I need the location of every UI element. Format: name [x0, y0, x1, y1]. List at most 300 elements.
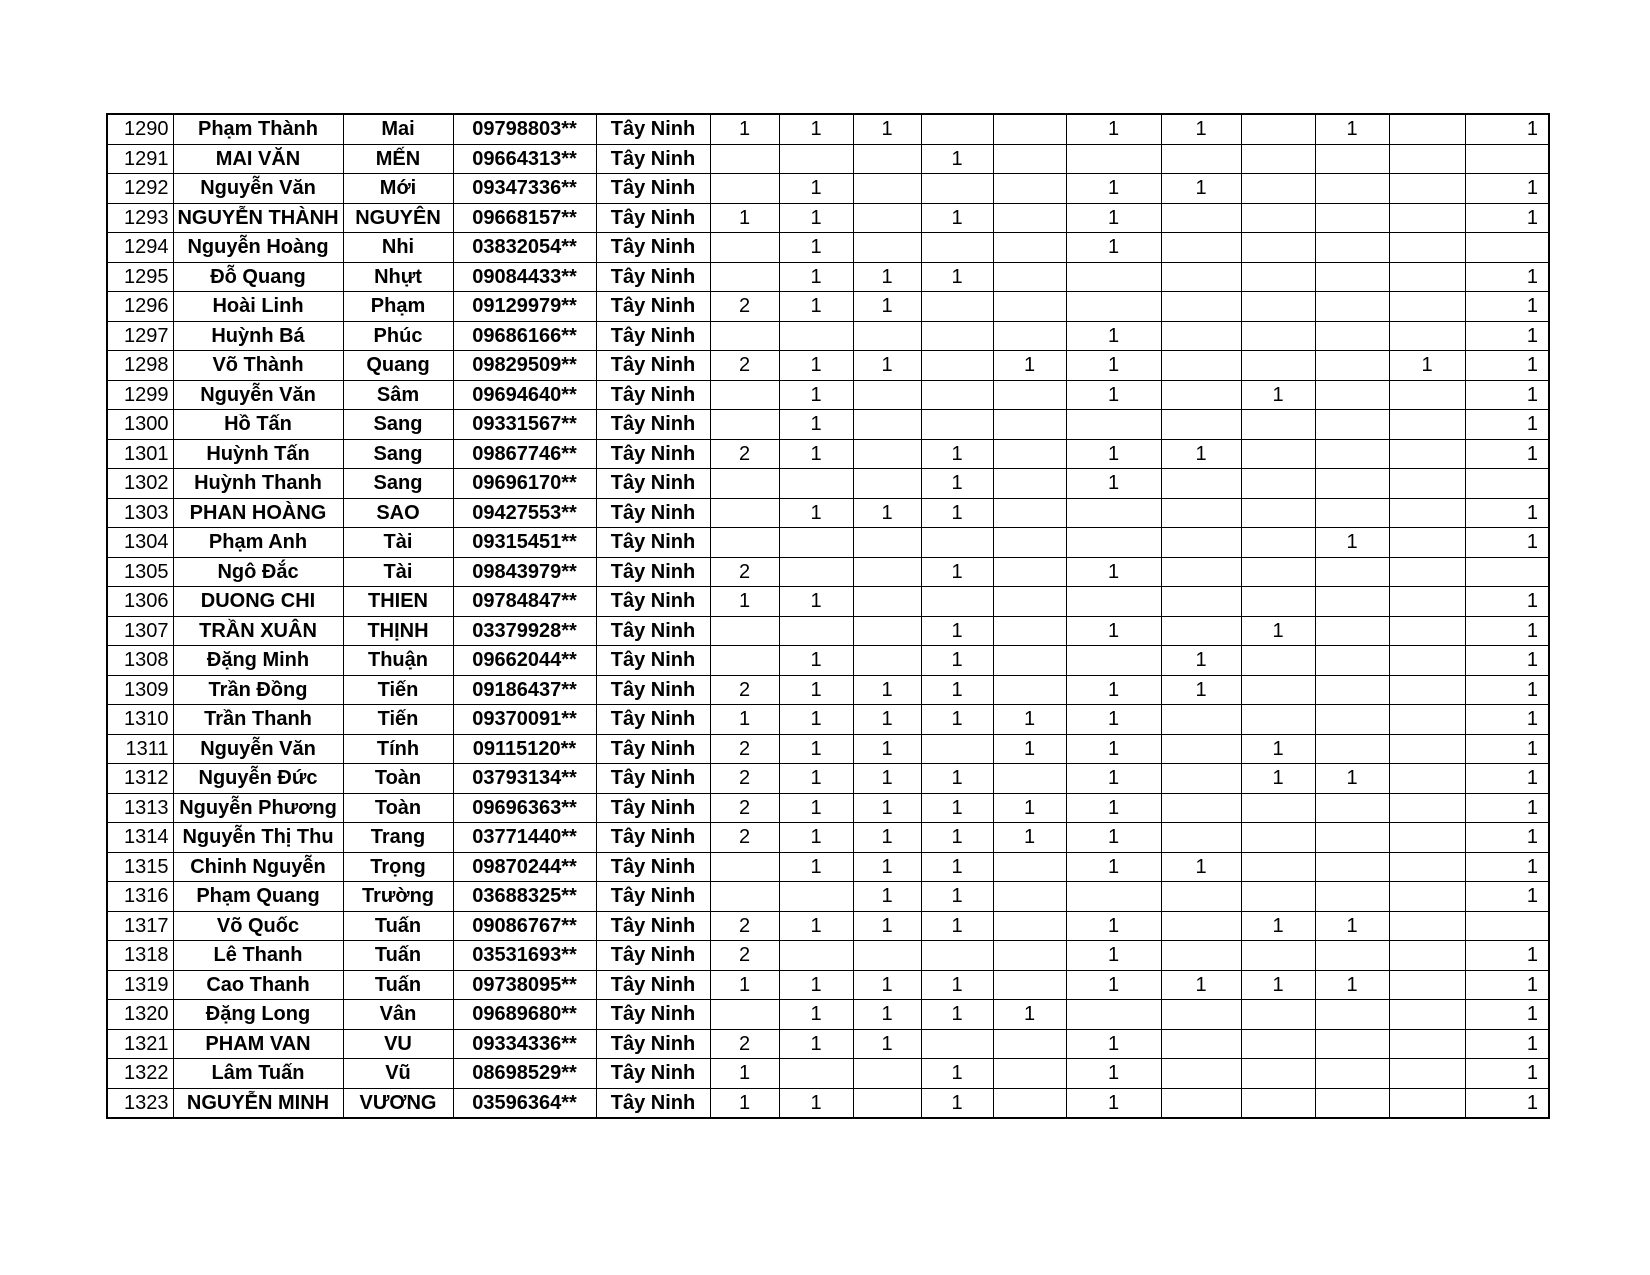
count-cell — [1389, 616, 1465, 646]
count-cell: 1 — [1066, 439, 1161, 469]
count-cell: 2 — [710, 911, 779, 941]
count-cell: 1 — [993, 351, 1066, 381]
count-cell: 1 — [1241, 970, 1315, 1000]
count-cell: 1 — [1465, 528, 1549, 558]
row-number-cell: 1302 — [107, 469, 173, 499]
count-cell — [993, 439, 1066, 469]
count-cell — [1161, 144, 1241, 174]
count-cell — [1389, 734, 1465, 764]
count-cell — [993, 380, 1066, 410]
count-cell — [1161, 941, 1241, 971]
row-number-cell: 1311 — [107, 734, 173, 764]
table-row — [107, 321, 1549, 351]
row-number-cell: 1290 — [107, 114, 173, 144]
count-cell: 1 — [1066, 941, 1161, 971]
count-cell — [1066, 262, 1161, 292]
province-cell: Tây Ninh — [596, 233, 710, 263]
count-cell — [779, 469, 853, 499]
count-cell: 1 — [1161, 646, 1241, 676]
province-cell: Tây Ninh — [596, 882, 710, 912]
count-cell: 1 — [779, 675, 853, 705]
phone-cell: 09334336** — [453, 1029, 596, 1059]
count-cell — [779, 1059, 853, 1089]
province-cell: Tây Ninh — [596, 203, 710, 233]
province-cell: Tây Ninh — [596, 1088, 710, 1118]
count-cell — [1389, 1000, 1465, 1030]
count-cell — [853, 587, 921, 617]
count-cell — [1315, 587, 1389, 617]
count-cell: 2 — [710, 941, 779, 971]
last-name-cell: Tài — [343, 557, 453, 587]
count-cell: 1 — [779, 823, 853, 853]
count-cell — [1066, 646, 1161, 676]
count-cell — [853, 646, 921, 676]
count-cell: 1 — [710, 970, 779, 1000]
count-cell — [1161, 410, 1241, 440]
count-cell: 1 — [1161, 114, 1241, 144]
count-cell — [921, 380, 993, 410]
count-cell: 2 — [710, 292, 779, 322]
first-name-cell: Nguyễn Thị Thu — [173, 823, 343, 853]
table-row — [107, 941, 1549, 971]
count-cell — [1389, 646, 1465, 676]
count-cell — [1161, 911, 1241, 941]
count-cell — [1161, 1000, 1241, 1030]
count-cell — [1066, 528, 1161, 558]
count-cell — [1161, 764, 1241, 794]
count-cell — [993, 587, 1066, 617]
row-number-cell: 1317 — [107, 911, 173, 941]
phone-cell: 09664313** — [453, 144, 596, 174]
first-name-cell: Huỳnh Bá — [173, 321, 343, 351]
count-cell: 1 — [779, 705, 853, 735]
first-name-cell: Hoài Linh — [173, 292, 343, 322]
row-number-cell: 1297 — [107, 321, 173, 351]
count-cell: 2 — [710, 439, 779, 469]
first-name-cell: Hồ Tấn — [173, 410, 343, 440]
last-name-cell: Sang — [343, 469, 453, 499]
count-cell: 1 — [1066, 793, 1161, 823]
count-cell — [1066, 1000, 1161, 1030]
phone-cell: 09668157** — [453, 203, 596, 233]
count-cell — [710, 410, 779, 440]
table-row — [107, 174, 1549, 204]
count-cell — [1315, 380, 1389, 410]
count-cell — [1315, 557, 1389, 587]
last-name-cell: Toàn — [343, 793, 453, 823]
row-number-cell: 1298 — [107, 351, 173, 381]
count-cell — [1241, 1059, 1315, 1089]
row-number-cell: 1320 — [107, 1000, 173, 1030]
last-name-cell: NGUYÊN — [343, 203, 453, 233]
table-body — [107, 114, 1549, 1118]
last-name-cell: Nhựt — [343, 262, 453, 292]
count-cell — [710, 469, 779, 499]
phone-cell: 09784847** — [453, 587, 596, 617]
count-cell: 1 — [1389, 351, 1465, 381]
count-cell — [993, 410, 1066, 440]
count-cell — [1315, 646, 1389, 676]
phone-cell: 09129979** — [453, 292, 596, 322]
first-name-cell: Đặng Minh — [173, 646, 343, 676]
phone-cell: 09798803** — [453, 114, 596, 144]
table-row — [107, 1000, 1549, 1030]
count-cell: 1 — [710, 705, 779, 735]
count-cell: 1 — [1465, 970, 1549, 1000]
count-cell — [1389, 262, 1465, 292]
count-cell: 1 — [1465, 823, 1549, 853]
count-cell — [710, 528, 779, 558]
count-cell — [1066, 410, 1161, 440]
province-cell: Tây Ninh — [596, 823, 710, 853]
row-number-cell: 1312 — [107, 764, 173, 794]
first-name-cell: Đặng Long — [173, 1000, 343, 1030]
last-name-cell: VƯƠNG — [343, 1088, 453, 1118]
count-cell — [993, 469, 1066, 499]
count-cell — [1389, 882, 1465, 912]
count-cell — [1241, 646, 1315, 676]
count-cell: 1 — [1066, 174, 1161, 204]
province-cell: Tây Ninh — [596, 351, 710, 381]
count-cell: 1 — [1465, 1000, 1549, 1030]
count-cell: 1 — [1465, 1059, 1549, 1089]
province-cell: Tây Ninh — [596, 321, 710, 351]
count-cell — [1389, 410, 1465, 440]
row-number-cell: 1295 — [107, 262, 173, 292]
count-cell: 1 — [779, 292, 853, 322]
first-name-cell: Cao Thanh — [173, 970, 343, 1000]
phone-cell: 09186437** — [453, 675, 596, 705]
last-name-cell: Trang — [343, 823, 453, 853]
count-cell: 1 — [1465, 1029, 1549, 1059]
count-cell: 1 — [1465, 174, 1549, 204]
row-number-cell: 1301 — [107, 439, 173, 469]
count-cell — [779, 882, 853, 912]
count-cell: 1 — [1161, 675, 1241, 705]
phone-cell: 09115120** — [453, 734, 596, 764]
table-row — [107, 292, 1549, 322]
count-cell — [779, 941, 853, 971]
count-cell: 1 — [779, 174, 853, 204]
phone-cell: 03596364** — [453, 1088, 596, 1118]
count-cell — [1161, 616, 1241, 646]
count-cell: 1 — [853, 114, 921, 144]
count-cell: 1 — [1241, 380, 1315, 410]
count-cell: 1 — [993, 793, 1066, 823]
count-cell: 1 — [1066, 675, 1161, 705]
phone-cell: 09694640** — [453, 380, 596, 410]
last-name-cell: Tuấn — [343, 970, 453, 1000]
count-cell: 1 — [779, 351, 853, 381]
province-cell: Tây Ninh — [596, 734, 710, 764]
count-cell: 1 — [1465, 705, 1549, 735]
count-cell: 1 — [1066, 764, 1161, 794]
first-name-cell: PHAN HOÀNG — [173, 498, 343, 528]
count-cell — [1241, 233, 1315, 263]
count-cell — [1389, 144, 1465, 174]
count-cell: 1 — [1066, 616, 1161, 646]
count-cell — [993, 646, 1066, 676]
count-cell — [779, 144, 853, 174]
count-cell — [1389, 557, 1465, 587]
table-row — [107, 675, 1549, 705]
count-cell — [1389, 970, 1465, 1000]
count-cell — [993, 882, 1066, 912]
phone-cell: 09696170** — [453, 469, 596, 499]
count-cell — [1315, 675, 1389, 705]
table-row — [107, 646, 1549, 676]
count-cell — [993, 941, 1066, 971]
count-cell: 1 — [1241, 616, 1315, 646]
count-cell: 1 — [1241, 734, 1315, 764]
phone-cell: 09829509** — [453, 351, 596, 381]
first-name-cell: TRẦN XUÂN — [173, 616, 343, 646]
count-cell — [710, 616, 779, 646]
first-name-cell: NGUYỄN THÀNH — [173, 203, 343, 233]
phone-cell: 09843979** — [453, 557, 596, 587]
table-row — [107, 262, 1549, 292]
count-cell — [1241, 351, 1315, 381]
first-name-cell: Phạm Thành — [173, 114, 343, 144]
count-cell — [1389, 1059, 1465, 1089]
count-cell: 1 — [1066, 1029, 1161, 1059]
province-cell: Tây Ninh — [596, 557, 710, 587]
count-cell — [993, 1029, 1066, 1059]
count-cell — [710, 144, 779, 174]
phone-cell: 09867746** — [453, 439, 596, 469]
count-cell — [1161, 351, 1241, 381]
row-number-cell: 1307 — [107, 616, 173, 646]
count-cell — [1389, 705, 1465, 735]
count-cell: 1 — [853, 1029, 921, 1059]
count-cell: 1 — [1465, 852, 1549, 882]
count-cell — [1161, 705, 1241, 735]
first-name-cell: Lê Thanh — [173, 941, 343, 971]
count-cell: 1 — [1066, 321, 1161, 351]
count-cell — [1389, 675, 1465, 705]
count-cell — [1389, 380, 1465, 410]
count-cell — [1161, 292, 1241, 322]
count-cell: 1 — [779, 793, 853, 823]
first-name-cell: Phạm Quang — [173, 882, 343, 912]
count-cell — [1389, 528, 1465, 558]
count-cell — [1241, 705, 1315, 735]
table-row — [107, 498, 1549, 528]
count-cell: 1 — [921, 646, 993, 676]
row-number-cell: 1305 — [107, 557, 173, 587]
count-cell: 1 — [853, 734, 921, 764]
count-cell — [1315, 823, 1389, 853]
count-cell: 2 — [710, 675, 779, 705]
row-number-cell: 1314 — [107, 823, 173, 853]
count-cell — [779, 616, 853, 646]
count-cell — [993, 292, 1066, 322]
count-cell — [1389, 1088, 1465, 1118]
count-cell — [1315, 734, 1389, 764]
province-cell: Tây Ninh — [596, 174, 710, 204]
count-cell — [1315, 852, 1389, 882]
count-cell: 1 — [853, 292, 921, 322]
count-cell: 1 — [1161, 852, 1241, 882]
last-name-cell: Phạm — [343, 292, 453, 322]
last-name-cell: MẾN — [343, 144, 453, 174]
count-cell: 1 — [779, 1029, 853, 1059]
count-cell: 1 — [779, 380, 853, 410]
table-row — [107, 380, 1549, 410]
phone-cell: 09086767** — [453, 911, 596, 941]
province-cell: Tây Ninh — [596, 587, 710, 617]
row-number-cell: 1318 — [107, 941, 173, 971]
count-cell — [1161, 557, 1241, 587]
count-cell — [853, 144, 921, 174]
count-cell — [1161, 1059, 1241, 1089]
table-row — [107, 203, 1549, 233]
count-cell — [993, 764, 1066, 794]
first-name-cell: Nguyễn Phương — [173, 793, 343, 823]
count-cell — [1241, 1000, 1315, 1030]
first-name-cell: Đỗ Quang — [173, 262, 343, 292]
count-cell: 1 — [1161, 970, 1241, 1000]
last-name-cell: Tính — [343, 734, 453, 764]
count-cell — [993, 911, 1066, 941]
phone-cell: 08698529** — [453, 1059, 596, 1089]
count-cell — [921, 114, 993, 144]
count-cell — [710, 174, 779, 204]
count-cell — [921, 941, 993, 971]
row-number-cell: 1308 — [107, 646, 173, 676]
count-cell — [1241, 114, 1315, 144]
count-cell: 1 — [993, 823, 1066, 853]
count-cell — [1161, 1088, 1241, 1118]
last-name-cell: Vũ — [343, 1059, 453, 1089]
row-number-cell: 1303 — [107, 498, 173, 528]
count-cell — [921, 351, 993, 381]
count-cell — [1315, 469, 1389, 499]
province-cell: Tây Ninh — [596, 1000, 710, 1030]
count-cell: 1 — [921, 262, 993, 292]
first-name-cell: PHAM VAN — [173, 1029, 343, 1059]
count-cell — [921, 233, 993, 263]
province-cell: Tây Ninh — [596, 970, 710, 1000]
count-cell — [921, 734, 993, 764]
count-cell: 1 — [921, 764, 993, 794]
phone-cell: 03832054** — [453, 233, 596, 263]
count-cell — [993, 852, 1066, 882]
province-cell: Tây Ninh — [596, 675, 710, 705]
count-cell — [921, 410, 993, 440]
count-cell: 1 — [1066, 469, 1161, 499]
count-cell — [1389, 823, 1465, 853]
count-cell: 1 — [853, 793, 921, 823]
count-cell: 1 — [779, 1000, 853, 1030]
count-cell: 2 — [710, 823, 779, 853]
count-cell: 1 — [779, 646, 853, 676]
count-cell: 2 — [710, 793, 779, 823]
count-cell — [710, 852, 779, 882]
table-row — [107, 823, 1549, 853]
last-name-cell: Mai — [343, 114, 453, 144]
count-cell — [993, 528, 1066, 558]
count-cell — [1315, 321, 1389, 351]
count-cell: 1 — [1315, 911, 1389, 941]
first-name-cell: MAI VĂN — [173, 144, 343, 174]
phone-cell: 09689680** — [453, 1000, 596, 1030]
last-name-cell: Mới — [343, 174, 453, 204]
first-name-cell: Huỳnh Tấn — [173, 439, 343, 469]
count-cell: 1 — [710, 587, 779, 617]
province-cell: Tây Ninh — [596, 1029, 710, 1059]
count-cell: 1 — [779, 734, 853, 764]
table-row — [107, 793, 1549, 823]
count-cell — [853, 557, 921, 587]
first-name-cell: Ngô Đắc — [173, 557, 343, 587]
first-name-cell: Phạm Anh — [173, 528, 343, 558]
count-cell — [853, 616, 921, 646]
last-name-cell: Tiến — [343, 675, 453, 705]
count-cell: 1 — [779, 970, 853, 1000]
data-table — [106, 113, 1550, 1119]
count-cell — [710, 380, 779, 410]
count-cell: 1 — [1066, 911, 1161, 941]
count-cell — [1315, 410, 1389, 440]
count-cell — [779, 321, 853, 351]
count-cell: 1 — [1066, 233, 1161, 263]
count-cell: 1 — [1465, 616, 1549, 646]
count-cell — [1161, 528, 1241, 558]
count-cell: 1 — [779, 439, 853, 469]
province-cell: Tây Ninh — [596, 764, 710, 794]
last-name-cell: SAO — [343, 498, 453, 528]
count-cell: 1 — [853, 498, 921, 528]
count-cell — [1066, 882, 1161, 912]
count-cell — [993, 262, 1066, 292]
row-number-cell: 1296 — [107, 292, 173, 322]
row-number-cell: 1294 — [107, 233, 173, 263]
count-cell — [779, 557, 853, 587]
province-cell: Tây Ninh — [596, 1059, 710, 1089]
row-number-cell: 1321 — [107, 1029, 173, 1059]
first-name-cell: Nguyễn Đức — [173, 764, 343, 794]
count-cell — [1066, 292, 1161, 322]
count-cell: 1 — [779, 262, 853, 292]
table-row — [107, 1088, 1549, 1118]
count-cell: 1 — [779, 203, 853, 233]
count-cell: 1 — [1066, 1059, 1161, 1089]
count-cell — [921, 174, 993, 204]
count-cell — [1161, 203, 1241, 233]
count-cell: 1 — [1465, 498, 1549, 528]
count-cell — [1315, 203, 1389, 233]
count-cell — [1389, 114, 1465, 144]
table-row — [107, 351, 1549, 381]
count-cell: 1 — [779, 498, 853, 528]
count-cell — [1241, 321, 1315, 351]
count-cell: 1 — [853, 911, 921, 941]
table-row — [107, 439, 1549, 469]
province-cell: Tây Ninh — [596, 114, 710, 144]
count-cell: 1 — [1315, 114, 1389, 144]
province-cell: Tây Ninh — [596, 498, 710, 528]
count-cell: 1 — [921, 1059, 993, 1089]
phone-cell: 09738095** — [453, 970, 596, 1000]
count-cell — [993, 1059, 1066, 1089]
count-cell — [1241, 203, 1315, 233]
count-cell — [853, 203, 921, 233]
count-cell: 1 — [1465, 410, 1549, 440]
count-cell — [1465, 233, 1549, 263]
count-cell — [993, 1088, 1066, 1118]
count-cell: 1 — [710, 203, 779, 233]
